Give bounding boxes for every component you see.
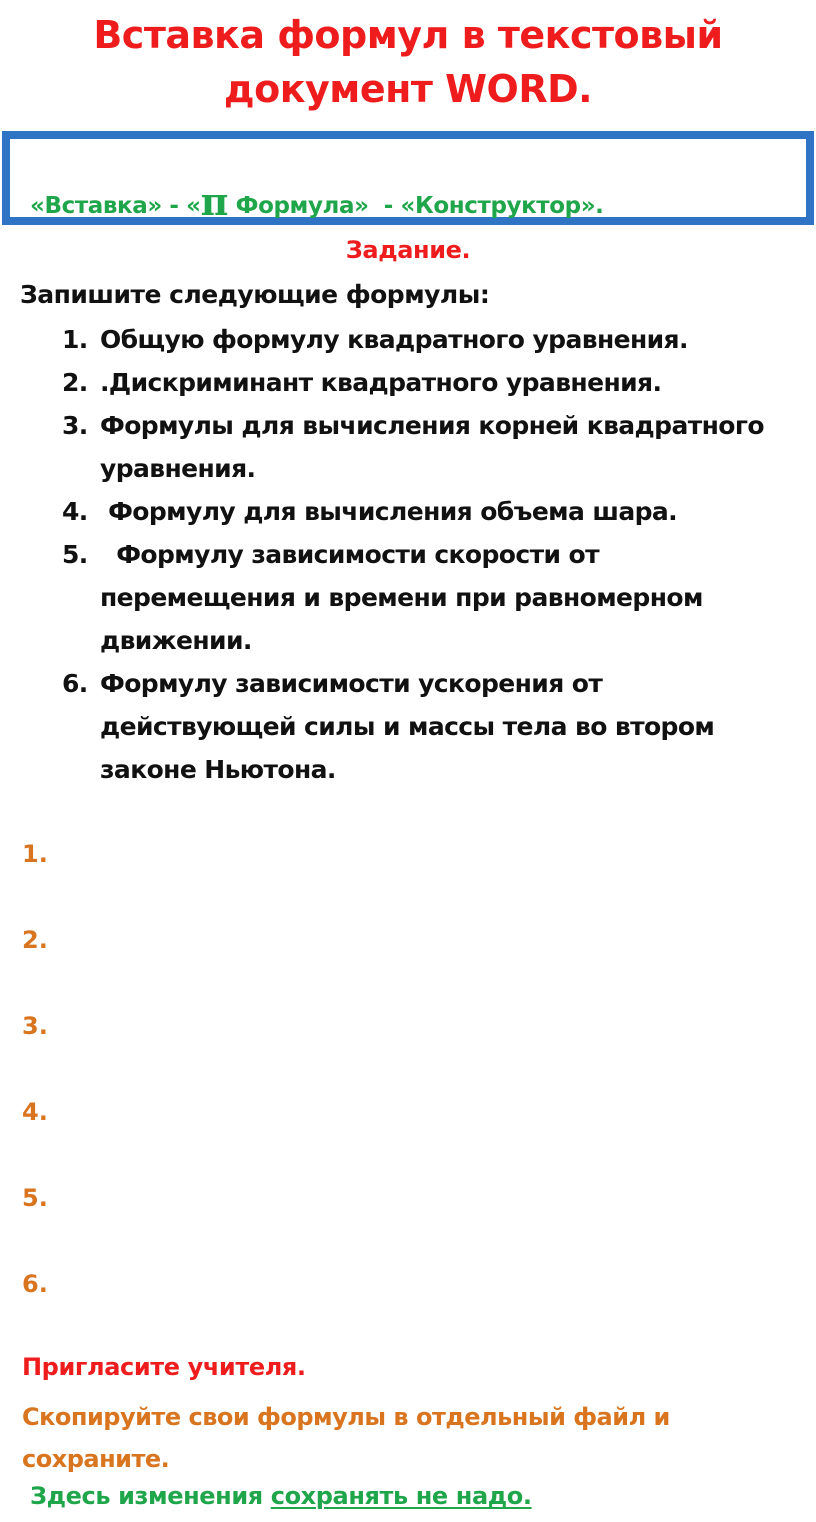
task-text: .Дискриминант квадратного уравнения.: [100, 368, 662, 397]
pi-icon: π: [200, 179, 229, 224]
save-note: [30, 1482, 532, 1510]
task-number: 2.: [62, 368, 88, 397]
task-text: Формулу зависимости скорости от перемещения и времени при равномерном движении.: [100, 540, 711, 655]
task-text: Формулу зависимости ускорения от действующей силы и массы тела во втором законе Ньютона.: [100, 669, 715, 784]
answer-slots: [22, 836, 48, 1352]
task-list: [62, 318, 802, 791]
answer-slot-1[interactable]: 1.: [22, 840, 48, 868]
menu-path-part-1: «Вставка» - «: [30, 193, 201, 219]
save-note-prefix: Здесь изменения: [30, 1482, 271, 1510]
task-number: 1.: [62, 325, 88, 354]
task-item-6: [62, 662, 802, 791]
copy-instruction-text: Скопируйте свои формулы в отдельный файл и сохраните.: [22, 1403, 670, 1473]
task-text: Формулы для вычисления корней квадратного уравнения.: [100, 411, 764, 483]
task-item-2: [62, 361, 802, 404]
task-item-3: [62, 404, 802, 490]
task-heading: Задание.: [345, 236, 471, 264]
title-line-2: документ WORD.: [223, 67, 593, 111]
task-number: 5.: [62, 540, 88, 569]
title-line-1: Вставка формул в текстовый: [93, 13, 723, 57]
invite-teacher-text: Пригласите учителя.: [22, 1353, 306, 1381]
menu-path-part-2: Формула» - «Конструктор».: [228, 193, 604, 219]
answer-slot-6[interactable]: 6.: [22, 1270, 48, 1298]
task-item-5: [62, 533, 802, 662]
task-number: 3.: [62, 411, 88, 440]
menu-path-text: [30, 179, 604, 224]
task-number: 4.: [62, 497, 88, 526]
answer-slot-2[interactable]: 2.: [22, 926, 48, 954]
answer-slot-3[interactable]: 3.: [22, 1012, 48, 1040]
task-item-1: [62, 318, 802, 361]
document-title: [0, 8, 816, 116]
task-item-4: [62, 490, 802, 533]
save-note-underlined: сохранять не надо.: [270, 1482, 532, 1510]
task-text: Формулу для вычисления объема шара.: [100, 497, 678, 526]
task-intro: Запишите следующие формулы:: [20, 280, 490, 309]
menu-path-box: [2, 131, 814, 225]
task-number: 6.: [62, 669, 88, 698]
answer-slot-4[interactable]: 4.: [22, 1098, 48, 1126]
answer-slot-5[interactable]: 5.: [22, 1184, 48, 1212]
task-text: Общую формулу квадратного уравнения.: [100, 325, 688, 354]
